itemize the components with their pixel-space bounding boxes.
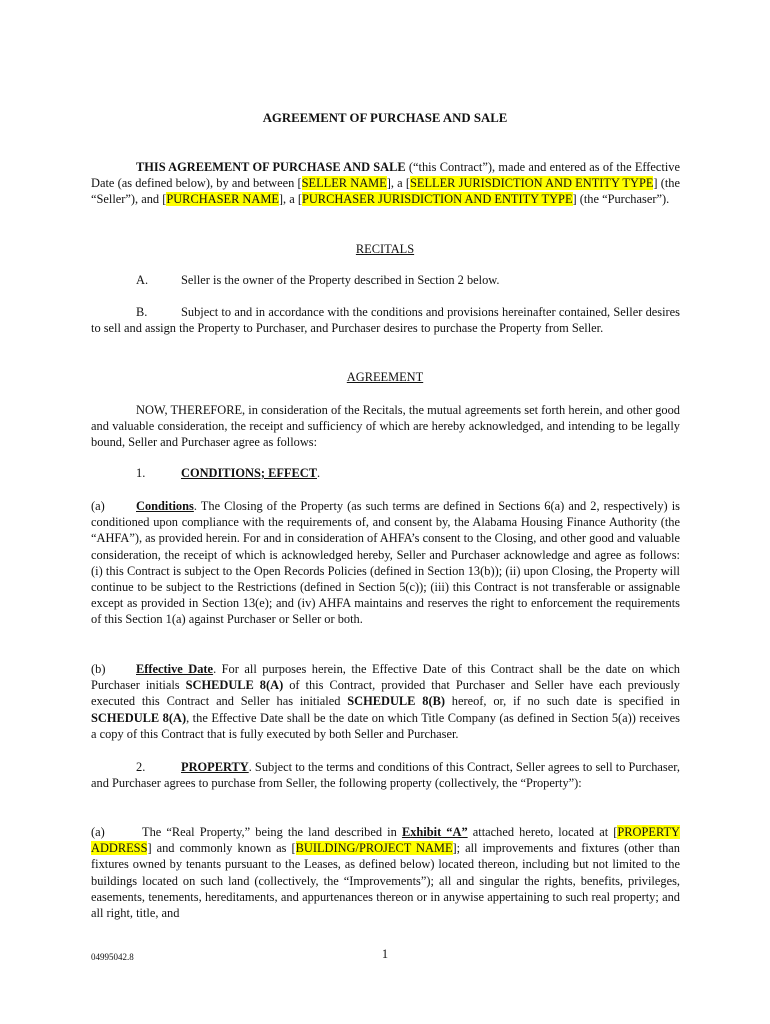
section-1b-label: (b) [91,662,106,676]
document-title: AGREEMENT OF PURCHASE AND SALE [262,111,508,125]
recital-b-label: B. [136,305,148,319]
intro-lead: THIS AGREEMENT OF PURCHASE AND SALE [136,160,406,174]
recital-a [91,272,680,288]
section-1b-paragraph: (b) Effective Date. For all purposes herein, the Effective Date of this Contract shall be the date on which Purchaser initials SCHEDULE 8(A) of this Contract, provided that Purchaser and Seller have each previously executed this Contract and Seller has initialed SCHEDULE 8(B) hereof, or, if no such date is specified in SCHEDULE 8(A), the Effective Date shall be the date on which Title Company (as defined in Section 5(a)) receives a copy of this Contract that is fully executed by both Seller and Purchaser. [91,662,681,741]
section-2-paragraph: 2. PROPERTY. Subject to the terms and conditions of this Contract, Seller agrees to sell to Purchaser, and Purchaser agrees to purchase from Seller, the following property (collectively, the “Property”): [91,760,680,791]
seller-name-placeholder: SELLER NAME [301,176,387,191]
intro-paragraph: THIS AGREEMENT OF PURCHASE AND SALE (“this Contract”), made and entered as of the Effective Date (as defined below), by and between [SELLER NAME], a [SELLER JURISDICTION AND ENTITY TYPE] (the “Seller”), and [PURCHASER NAME], a [PURCHASER JURISDICTION AND ENTITY TYPE] (the “Purchaser”). [91,160,680,207]
section-1-number: 1. [136,466,146,480]
section-2a-label: (a) [91,825,105,839]
page-number: 1 [381,947,389,961]
document-id: 04995042.8 [91,952,134,962]
exhibit-a-reference: Exhibit “A” [401,825,468,839]
purchaser-name-placeholder: PURCHASER NAME [166,192,279,207]
conditions-heading: Conditions [136,499,194,513]
section-2a-paragraph: (a) The “Real Property,” being the land described in Exhibit “A” attached hereto, located at [PROPERTY ADDRESS] and commonly known as [BUILDING/PROJECT NAME]; all improvements and fixtures (other than fixtures owned by tenants pursuant to the Leases, as defined below) located thereon, including but not limited to the buildings located on such land (collectively, the “Improvements”); all and singular the rights, benefits, privileges, easements, tenements, hereditaments, and appurtenances thereon or in anywise appertaining to such real property; and all right, title, and [91,825,680,921]
section-1-title: CONDITIONS; EFFECT [181,466,317,480]
building-name-placeholder: BUILDING/PROJECT NAME [295,841,453,856]
recital-b-text: Subject to and in accordance with the conditions and provisions hereinafter contained, Seller desires to sell and assign the Property to Purchaser, and Purchaser desires to purchase the Property from Seller. [91,305,680,336]
now-therefore-paragraph: NOW, THEREFORE, in consideration of the Recitals, the mutual agreements set forth herein, and other good and valuable consideration, the receipt and sufficiency of which are hereby acknowledged, and intending to be legally bound, Seller and Purchaser agree as follows: [91,403,680,450]
section-1a-paragraph: (a) Conditions. The Closing of the Property (as such terms are defined in Sections 6(a) and 2, respectively) is conditioned upon compliance with the requirements of, and consent by, the Alabama Housing Finance Authority (the “AHFA”), as provided herein. For and in consideration of AHFA’s consent to the Closing, and other good and valuable consideration, the receipt of which is acknowledged hereby, Seller and Purchaser acknowledge and agree as follows: (i) this Contract is subject to the Open Records Policies (defined in Section 13(b)); (ii) upon Closing, the Property will continue to be subject to the Restrictions (defined in Section 5(c)); (iii) this Contract is not transferable or assignable except as provided in Section 13(e); and (iv) AHFA maintains and reserves the right to enforcement the requirements of this Section 1(a) against Purchaser or Seller or both. [91,499,680,627]
recital-a-label: A. [136,273,149,287]
effective-date-heading: Effective Date [136,662,214,676]
section-1-heading: 1. CONDITIONS; EFFECT. [136,466,321,480]
agreement-heading: AGREEMENT [346,370,424,384]
recital-a-text: Seller is the owner of the Property described in Section 2 below. [181,273,500,287]
property-address-placeholder: PROPERTY ADDRESS [91,825,680,856]
section-2-number: 2. [136,760,146,774]
recitals-heading: RECITALS [355,242,415,256]
property-heading: PROPERTY [181,760,249,774]
section-1a-label: (a) [91,499,105,513]
recital-b [91,304,680,336]
seller-jurisdiction-placeholder: SELLER JURISDICTION AND ENTITY TYPE [410,176,654,191]
purchaser-jurisdiction-placeholder: PURCHASER JURISDICTION AND ENTITY TYPE [301,192,573,207]
